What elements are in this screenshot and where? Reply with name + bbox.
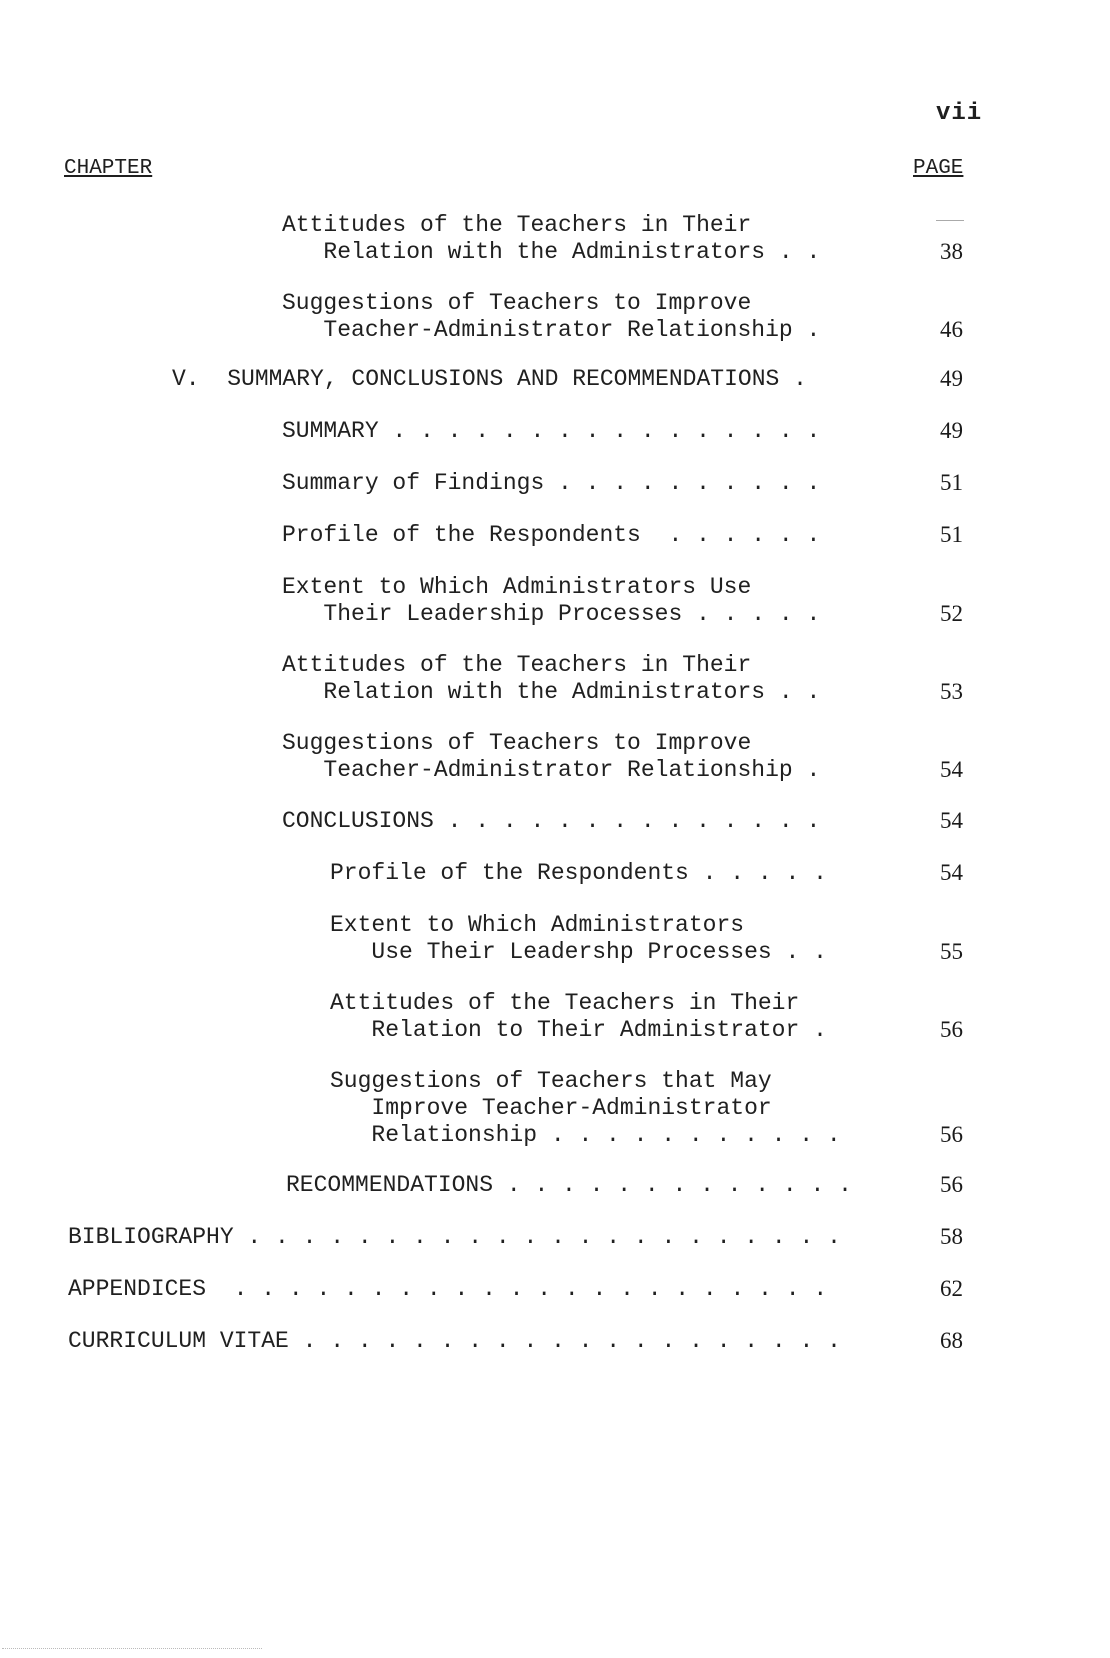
toc-page-number: 56 [940, 1017, 963, 1042]
toc-page-number: 68 [940, 1328, 963, 1353]
footer-scan-text [2, 1648, 262, 1653]
toc-page-number: 38 [940, 239, 963, 264]
toc-entry [68, 1328, 841, 1355]
toc-entry [282, 522, 820, 549]
toc-entry-line: Teacher-Administrator Relationship . [282, 317, 821, 343]
toc-entry-line: Suggestions of Teachers to Improve [282, 290, 752, 316]
toc-page-number: 51 [940, 470, 963, 495]
toc-entry-line: V. SUMMARY, CONCLUSIONS AND RECOMMENDATIONS . [172, 366, 807, 392]
toc-page-number: 53 [940, 679, 963, 704]
page-column-header: PAGE [913, 157, 964, 180]
toc-entry [282, 212, 820, 266]
toc-entry-line: CURRICULUM VITAE . . . . . . . . . . . . . . . . . . . . [68, 1328, 841, 1354]
toc-entry-line: Profile of the Respondents . . . . . . [282, 522, 821, 548]
toc-page-number: 51 [940, 522, 963, 547]
toc-entry-line: Use Their Leadershp Processes . . [330, 939, 827, 965]
toc-entry-line: Suggestions of Teachers to Improve [282, 730, 752, 756]
pencil-mark [936, 220, 964, 221]
toc-page-number: 54 [940, 757, 963, 782]
toc-entry-line: Attitudes of the Teachers in Their [282, 652, 752, 678]
toc-entry-line: Attitudes of the Teachers in Their [330, 990, 800, 1016]
toc-entry [68, 1276, 827, 1303]
toc-entry [282, 652, 820, 706]
toc-page-number: 46 [940, 317, 963, 342]
toc-page-number: 62 [940, 1276, 963, 1301]
toc-entry [330, 912, 827, 966]
toc-entry [330, 860, 827, 887]
toc-page-number: 56 [940, 1172, 963, 1197]
toc-page-number: 49 [940, 418, 963, 443]
toc-entry-line: RECOMMENDATIONS . . . . . . . . . . . . . [286, 1172, 852, 1198]
toc-entry-line: Extent to Which Administrators [330, 912, 745, 938]
toc-entry-line: Extent to Which Administrators Use [282, 574, 752, 600]
toc-entry [282, 418, 820, 445]
toc-entry-line: Improve Teacher-Administrator [330, 1095, 772, 1121]
toc-entry [286, 1172, 852, 1199]
toc-entry [330, 1068, 841, 1149]
toc-entry-line: Profile of the Respondents . . . . . [330, 860, 827, 886]
toc-page-number: 56 [940, 1122, 963, 1147]
toc-page-number: 58 [940, 1224, 963, 1249]
toc-page-number: 54 [940, 808, 963, 833]
toc-entry-line: BIBLIOGRAPHY . . . . . . . . . . . . . . . . . . . . . . [68, 1224, 841, 1250]
toc-entry [282, 574, 820, 628]
toc-entry-line: APPENDICES . . . . . . . . . . . . . . . . . . . . . . [68, 1276, 828, 1302]
toc-entry [172, 366, 807, 393]
toc-page-number: 49 [940, 366, 963, 391]
chapter-column-header: CHAPTER [64, 157, 153, 180]
toc-entry-line: Attitudes of the Teachers in Their [282, 212, 752, 238]
toc-entry [68, 1224, 841, 1251]
toc-entry-line: SUMMARY . . . . . . . . . . . . . . . . [282, 418, 821, 444]
toc-entry-line: Suggestions of Teachers that May [330, 1068, 772, 1094]
toc-entry-line: Relation to Their Administrator . [330, 1017, 827, 1043]
toc-entry-line: Relation with the Administrators . . [282, 239, 821, 265]
toc-page-number: 52 [940, 601, 963, 626]
toc-entry [282, 290, 820, 344]
toc-entry-line: Summary of Findings . . . . . . . . . . [282, 470, 821, 496]
toc-entry [282, 808, 820, 835]
toc-entry-line: Teacher-Administrator Relationship . [282, 757, 821, 783]
page-number: vii [936, 100, 983, 127]
toc-entry-line: Their Leadership Processes . . . . . [282, 601, 821, 627]
toc-page-number: 54 [940, 860, 963, 885]
toc-entry-line: Relation with the Administrators . . [282, 679, 821, 705]
toc-entry [282, 730, 820, 784]
toc-entry-line: Relationship . . . . . . . . . . . [330, 1122, 841, 1148]
toc-page-number: 55 [940, 939, 963, 964]
toc-entry [282, 470, 820, 497]
toc-entry-line: CONCLUSIONS . . . . . . . . . . . . . . [282, 808, 821, 834]
toc-entry [330, 990, 827, 1044]
